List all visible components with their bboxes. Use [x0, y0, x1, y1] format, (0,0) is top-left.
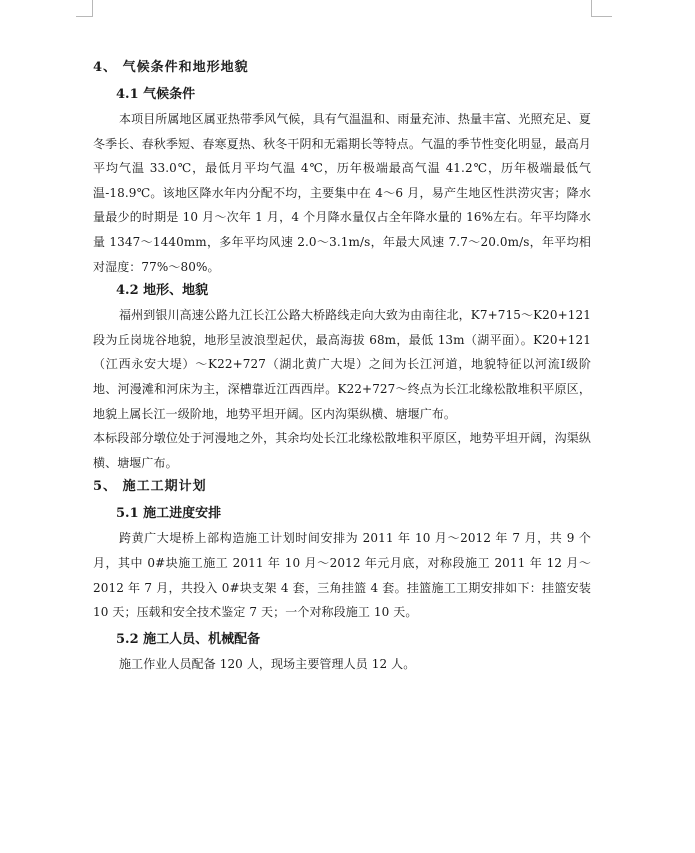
section-4-1-heading: 4.1 气候条件: [116, 87, 196, 102]
terrain-paragraph: 福州到银川高速公路九江长江公路大桥路线走向大致为由南往北，K7+715～K20+121 段为丘岗垅谷地貌，地形呈波浪型起伏，最高海拔 68m，最低 13m（湖平面）。K20+121（江西永安大堤）～K22+727（湖北黄广大堤）之间为长江河道，地貌特征以河流Ⅰ级阶地、河漫滩和河床为主，深槽靠近江西西岸。K22+727～终点为长江北缘松散堆积平原区，地貌上属长江一级阶地，地势平坦开阔。区内沟渠纵横、塘堰广布。: [93, 308, 591, 421]
staffing-paragraph: 施工作业人员配备 120 人，现场主要管理人员 12 人。: [119, 656, 416, 671]
section-4-2-heading: 4.2 地形、地貌: [116, 283, 209, 299]
bid-section-paragraph: 本标段部分墩位处于河漫地之外，其余均处长江北缘松散堆积平原区，地势平坦开阔，沟渠纵横、塘堰广布。: [93, 431, 591, 470]
section-4-heading: 4、 气候条件和地形地貌: [93, 60, 249, 75]
section-5-heading: 5、 施工工期计划: [93, 479, 207, 495]
margin-corner-mark-right: [591, 0, 612, 17]
schedule-paragraph: 跨黄广大堤桥上部构造施工计划时间安排为 2011 年 10 月～2012 年 7 月，共 9 个月，其中 0#块施工施工 2011 年 10 月～2012 年元月底，对称段施工 2011 年 12 月～2012 年 7 月，共投入 0#块支架 4 套，三角挂篮 4 套。挂篮施工工期安排如下：挂篮安装 10 天；压载和安全技术鉴定 7 天；一个对称段施工 10 天。: [93, 531, 591, 620]
section-5-1-heading: 5.1 施工进度安排: [116, 506, 222, 522]
climate-paragraph: 本项目所属地区属亚热带季风气候，具有气温温和、雨量充沛、热量丰富、光照充足、夏冬季长、春秋季短、春寒夏热、秋冬干阴和无霜期长等特点。气温的季节性变化明显，最高月平均气温 33.0℃，最低月平均气温 4℃，历年极端最高气温 41.2℃，历年极端最低气温-18.9℃。该地区降水年内分配不均，主要集中在 4～6 月，易产生地区性洪涝灾害；降水量最少的时期是 10 月～次年 1 月，4 个月降水量仅占全年降水量的 16%左右。年平均降水量 1347～1440mm，多年平均风速 2.0～3.1m/s，年最大风速 7.7～20.0m/s，年平均相对湿度：77%～80%。: [93, 112, 591, 274]
document-body: [93, 56, 591, 676]
margin-corner-mark-left: [76, 0, 93, 17]
section-5-2-heading: 5.2 施工人员、机械配备: [116, 631, 261, 647]
